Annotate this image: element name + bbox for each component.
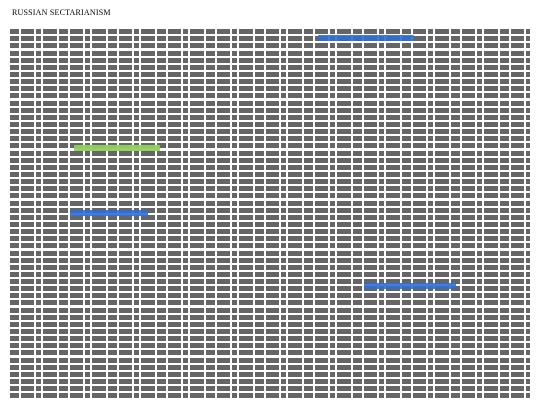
text-line — [10, 93, 530, 98]
text-line — [10, 243, 530, 248]
highlighted-phrase — [70, 210, 148, 216]
text-line — [10, 365, 530, 370]
text-line — [10, 172, 530, 177]
text-line — [10, 58, 530, 63]
document-body — [10, 27, 530, 399]
text-line — [10, 72, 530, 77]
text-line — [10, 379, 530, 384]
document-title: RUSSIAN SECTARIANISM — [12, 8, 111, 17]
text-line — [10, 329, 530, 334]
text-line — [10, 36, 530, 41]
text-line — [10, 272, 530, 277]
text-line — [10, 358, 530, 363]
text-line — [10, 115, 530, 120]
text-line — [10, 265, 530, 270]
highlighted-phrase — [318, 35, 414, 41]
text-line — [10, 322, 530, 327]
text-line — [10, 300, 530, 305]
text-line — [10, 51, 530, 56]
text-line — [10, 193, 530, 198]
text-line — [10, 179, 530, 184]
text-line — [10, 129, 530, 134]
text-line — [10, 258, 530, 263]
text-line — [10, 186, 530, 191]
text-line — [10, 372, 530, 377]
text-line — [10, 165, 530, 170]
text-line — [10, 222, 530, 227]
text-line — [10, 336, 530, 341]
highlighted-phrase — [364, 283, 456, 289]
text-line — [10, 122, 530, 127]
text-line — [10, 108, 530, 113]
text-line — [10, 236, 530, 241]
text-line — [10, 158, 530, 163]
text-line — [10, 86, 530, 91]
text-line — [10, 201, 530, 206]
text-line — [10, 136, 530, 141]
text-line — [10, 343, 530, 348]
text-line — [10, 65, 530, 70]
text-line — [10, 101, 530, 106]
text-line — [10, 151, 530, 156]
text-line — [10, 229, 530, 234]
text-line — [10, 350, 530, 355]
text-line — [10, 308, 530, 313]
text-line — [10, 251, 530, 256]
text-line — [10, 79, 530, 84]
text-line — [10, 293, 530, 298]
text-line — [10, 29, 530, 34]
text-line — [10, 315, 530, 320]
text-line — [10, 43, 530, 48]
text-line — [10, 386, 530, 391]
text-line — [10, 393, 530, 398]
highlighted-phrase — [74, 145, 160, 151]
